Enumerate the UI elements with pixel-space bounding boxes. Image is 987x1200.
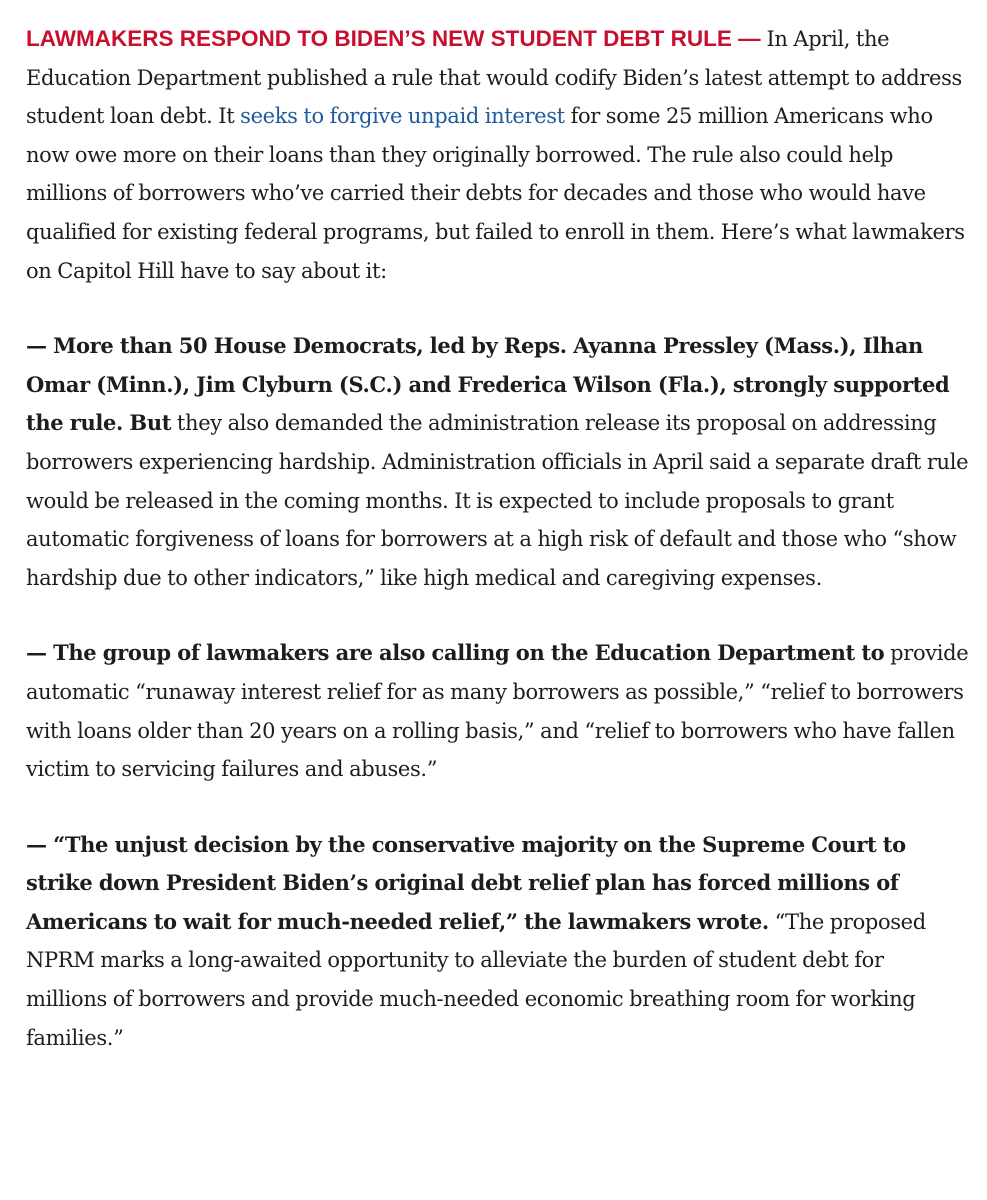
lawmakers-quote-paragraph [26, 826, 970, 1058]
forgive-unpaid-interest-link[interactable]: seeks to forgive unpaid interest [240, 104, 565, 129]
intro-text-before-link: In April, the Education Department published a rule that would codify Biden’s latest attempt to address student loan debt. It [26, 27, 962, 129]
section-headline: LAWMAKERS RESPOND TO BIDEN’S NEW STUDENT DEBT RULE — [26, 26, 761, 51]
lawmakers-quote-lead: — “The unjust decision by the conservative majority on the Supreme Court to strike down President Biden’s original debt relief plan has forced millions of Americans to wait for much-needed relief,” the lawmakers wrote. [26, 831, 906, 934]
democrats-support-paragraph [26, 327, 970, 597]
article-body [26, 20, 970, 1094]
democrats-support-text: they also demanded the administration release its proposal on addressing borrowers experiencing hardship. Administration officials in April said a separate draft rule would be released in the coming months. It is expected to include proposals to grant automatic forgiveness of loans for borrowers at a high risk of default and those who “show hardship due to other indicators,” like high medical and caregiving expenses. [26, 411, 969, 590]
lawmakers-demands-paragraph [26, 634, 970, 788]
lawmakers-demands-lead: — The group of lawmakers are also calling on the Education Department to [26, 640, 885, 666]
democrats-support-lead: — More than 50 House Democrats, led by Reps. Ayanna Pressley (Mass.), Ilhan Omar (Minn.), Jim Clyburn (S.C.) and Frederica Wilson (Fla.), strongly supported the rule. But [26, 333, 950, 436]
intro-text-after-link: for some 25 million Americans who now owe more on their loans than they originally borrowed. The rule also could help millions of borrowers who’ve carried their debts for decades and those who would have qualified for existing federal programs, but failed to enroll in them. Here’s what lawmakers on Capitol Hill have to say about it: [26, 104, 965, 283]
intro-paragraph [26, 20, 970, 290]
lawmakers-quote-text: “The proposed NPRM marks a long-awaited opportunity to alleviate the burden of student debt for millions of borrowers and provide much-needed economic breathing room for working families.” [26, 909, 926, 1050]
lawmakers-demands-text: provide automatic “runaway interest relief for as many borrowers as possible,” “relief to borrowers with loans older than 20 years on a rolling basis,” and “relief to borrowers who have fallen victim to servicing failures and abuses.” [26, 641, 969, 782]
